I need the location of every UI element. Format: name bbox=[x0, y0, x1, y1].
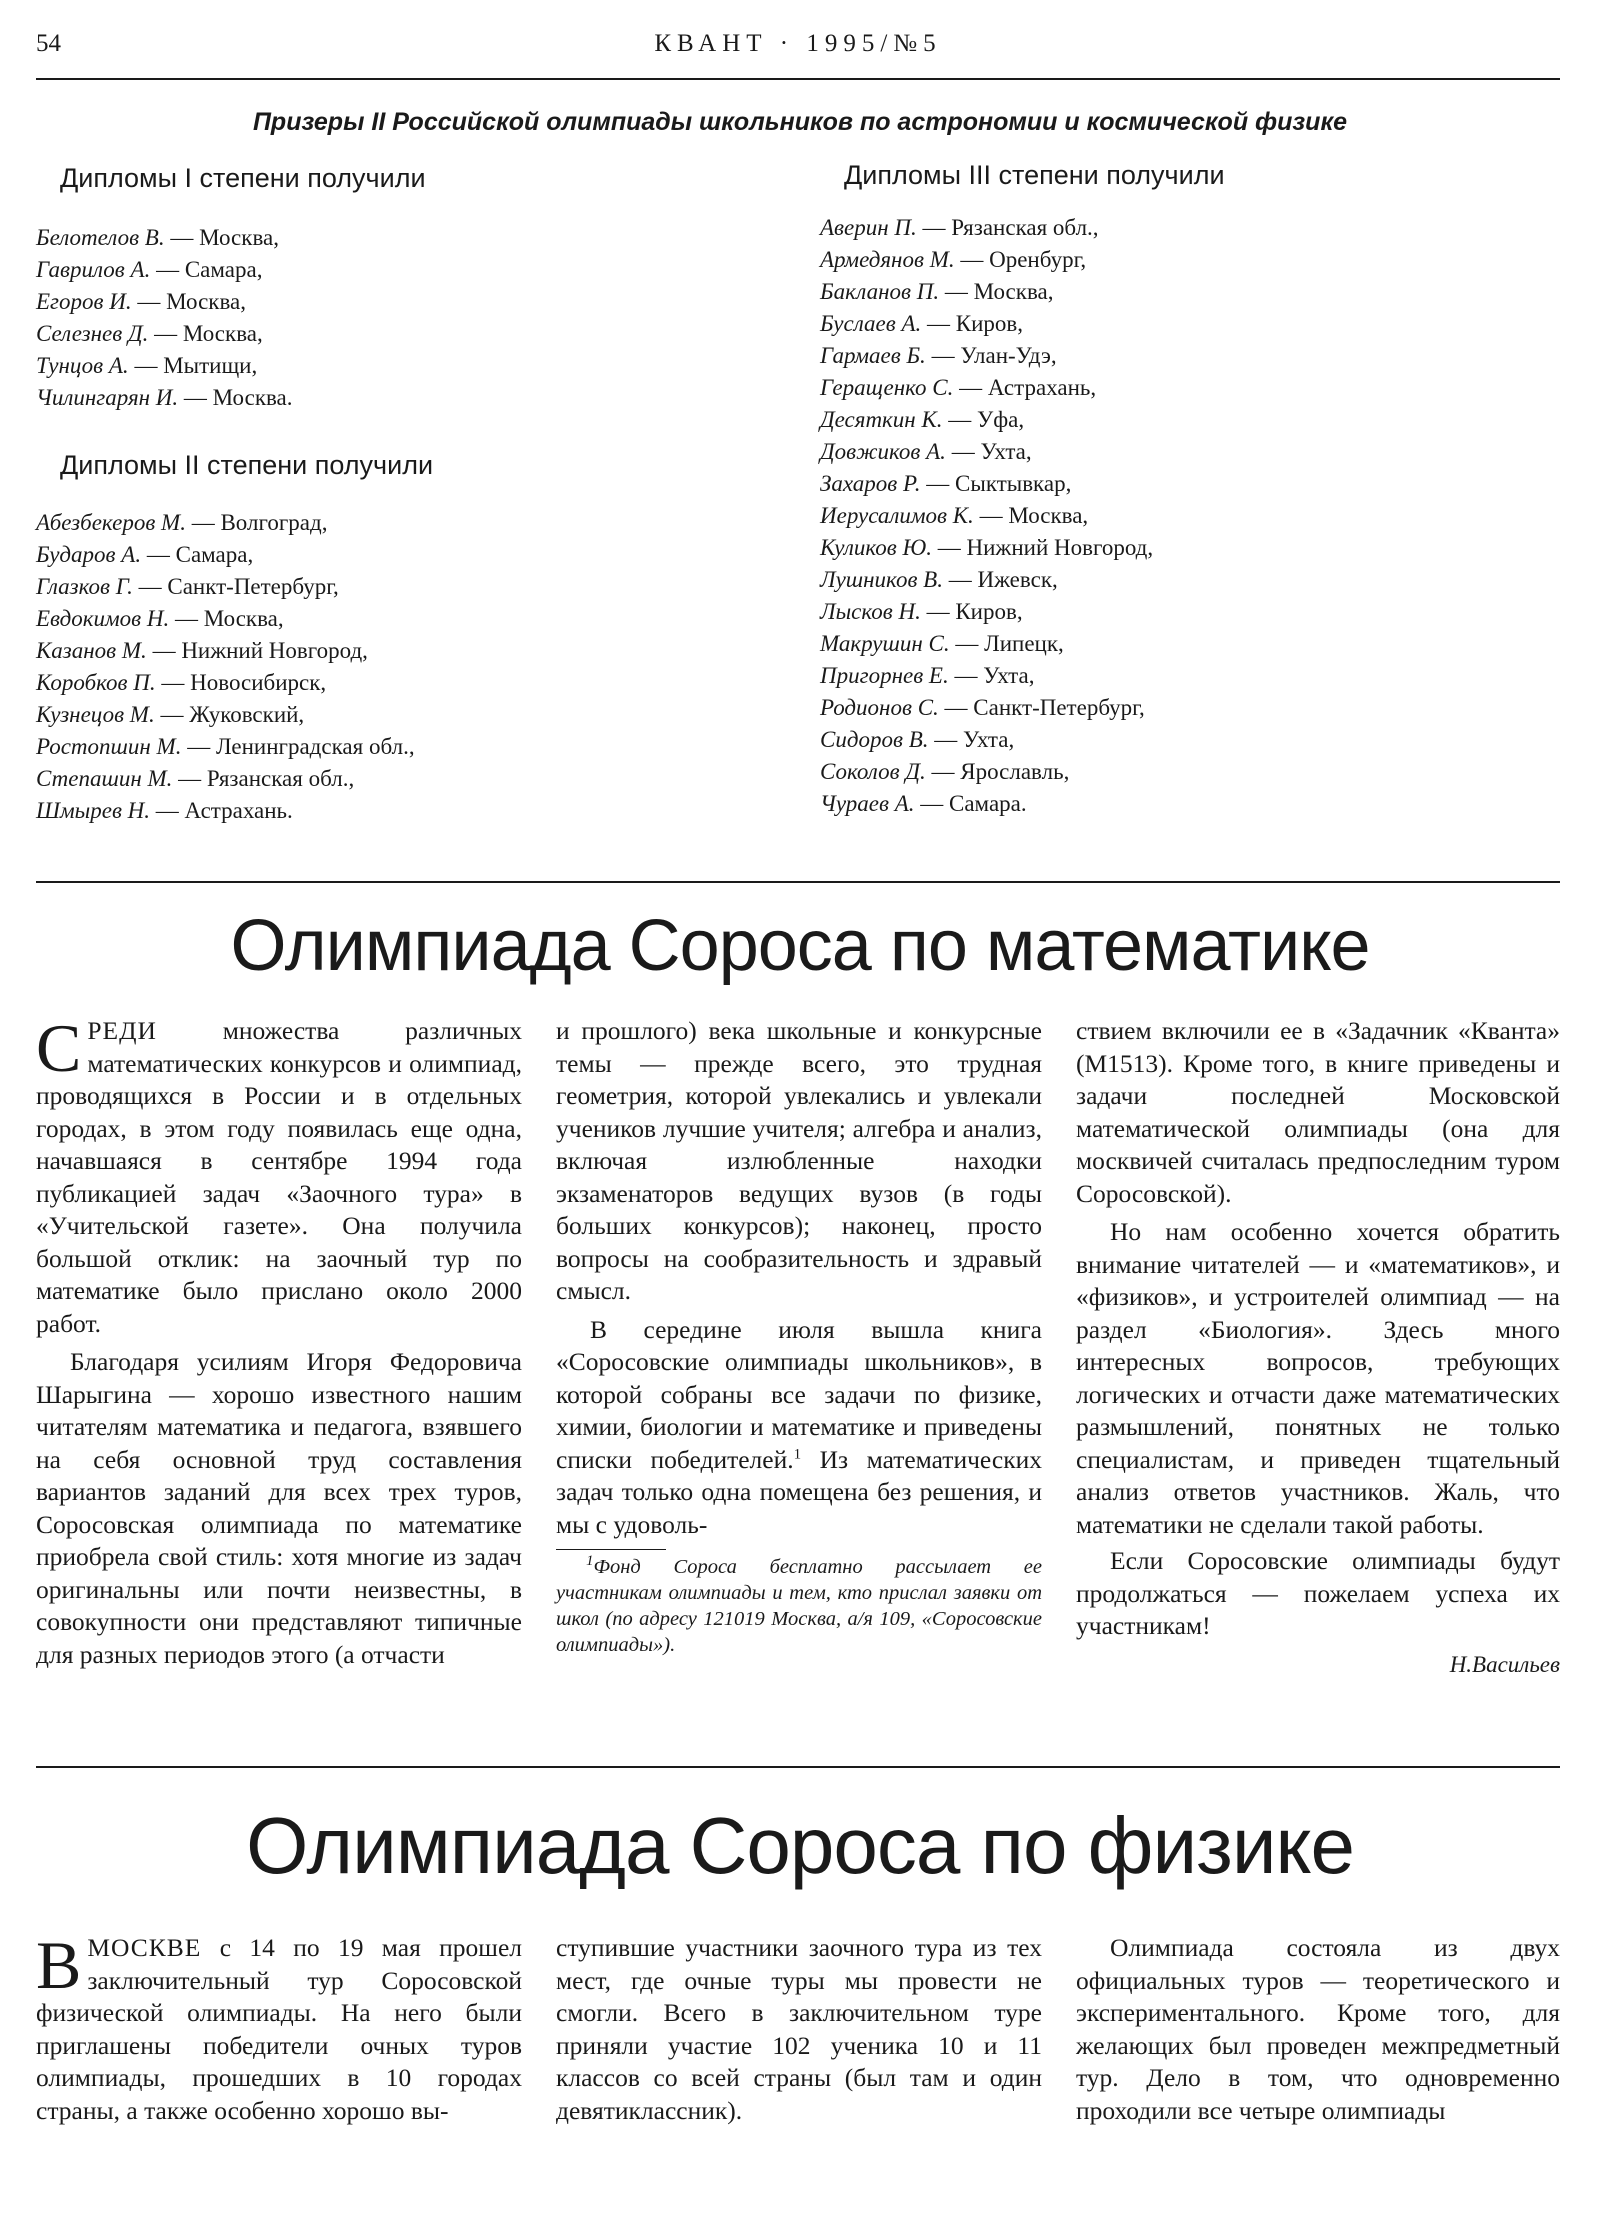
winner-entry bbox=[36, 318, 293, 350]
winner-name: Казанов М. bbox=[36, 638, 147, 663]
math-paragraph bbox=[556, 1314, 1042, 1542]
winner-name: Глазков Г. bbox=[36, 574, 133, 599]
winner-name: Кузнецов М. bbox=[36, 702, 155, 727]
physics-paragraph bbox=[36, 1927, 522, 2127]
winner-entry bbox=[820, 724, 1153, 756]
winner-name: Селезнев Д. bbox=[36, 321, 149, 346]
winner-place: — Ухта, bbox=[948, 663, 1035, 688]
paragraph-text: Из математических задач только одна помещена без решения, и мы с удоволь- bbox=[556, 1444, 1042, 1539]
winner-name: Гаврилов А. bbox=[36, 257, 151, 282]
running-title: КВАНТ · 1995/№5 bbox=[654, 30, 942, 57]
winner-name: Абезбекеров М. bbox=[36, 510, 186, 535]
diploma1-list bbox=[36, 222, 293, 414]
winner-name: Ростопшин М. bbox=[36, 734, 182, 759]
winner-place: — Москва, bbox=[131, 289, 246, 314]
winner-place: — Жуковский, bbox=[154, 702, 305, 727]
winner-entry bbox=[36, 286, 293, 318]
math-paragraph: Благодаря усилиям Игоря Федоровича Шарыгина — хорошо известного нашим читателям математика и педагога, взявшего на себя основной труд составления вариантов заданий для всех трех туров, Соросовская олимпиада по математике приобрела свой стиль: хотя многие из задач оригинальны или почти неизвестны, в совокупности они представляют типичные для разных периодов этого (а отчасти bbox=[36, 1347, 522, 1669]
winner-place: — Киров, bbox=[920, 599, 1023, 624]
paragraph-text: множества различных математических конкурсов и олимпиад, проводящихся в России и в отдельных городах, в этом году появилась еще одна, начавшаяся в сентябре 1994 года публикацией задач «Заочного тура» в «Учительской газете». Она получила большой отклик: на заочный тур по математике было прислано около 2000 работ. bbox=[36, 1016, 522, 1338]
winner-entry bbox=[820, 788, 1153, 820]
physics-paragraph: Олимпиада состояла из двух официальных туров — теоретического и экспериментального. Кроме того, для желающих был проведен межпредметный тур. Дело в том, что одновременно проходили все четыре олимпиады bbox=[1076, 1933, 1560, 2125]
winner-place: — Самара. bbox=[914, 791, 1027, 816]
winner-name: Лушников В. bbox=[820, 567, 943, 592]
winner-place: — Рязанская обл., bbox=[172, 766, 355, 791]
winner-place: — Волгоград, bbox=[185, 510, 328, 535]
winner-name: Довжиков А. bbox=[820, 439, 946, 464]
lead-caps: РЕДИ bbox=[87, 1016, 157, 1045]
winner-place: — Москва. bbox=[178, 385, 293, 410]
winner-entry bbox=[36, 222, 293, 254]
winner-entry bbox=[36, 603, 415, 635]
drop-cap: С bbox=[36, 1010, 82, 1086]
winner-place: — Москва, bbox=[164, 225, 279, 250]
section-rule-2 bbox=[36, 1766, 1560, 1768]
winner-place: — Москва, bbox=[169, 606, 284, 631]
winner-place: — Рязанская обл., bbox=[916, 215, 1099, 240]
drop-cap: В bbox=[36, 1927, 82, 2003]
physics-col-1 bbox=[36, 1927, 522, 2127]
winner-name: Чилингарян И. bbox=[36, 385, 179, 410]
winner-name: Армедянов М. bbox=[820, 247, 955, 272]
winner-entry bbox=[36, 382, 293, 414]
math-paragraph: Если Соросовские олимпиады будут продолжаться — пожелаем успеха их участникам! bbox=[1076, 1546, 1560, 1640]
math-article-title: Олимпиада Сороса по математике bbox=[230, 906, 1370, 986]
winner-place: — Киров, bbox=[921, 311, 1024, 336]
winner-place: — Самара, bbox=[141, 542, 254, 567]
winner-name: Чураев А. bbox=[820, 791, 915, 816]
physics-article-title: Олимпиада Сороса по физике bbox=[246, 1801, 1354, 1890]
winner-entry bbox=[36, 571, 415, 603]
winner-entry bbox=[820, 212, 1153, 244]
math-col-2 bbox=[556, 1015, 1042, 1658]
header-rule bbox=[36, 78, 1560, 80]
winner-place: — Ленинградская обл., bbox=[181, 734, 415, 759]
winner-name: Коробков П. bbox=[36, 670, 156, 695]
winner-entry bbox=[36, 699, 415, 731]
winner-name: Десяткин К. bbox=[820, 407, 943, 432]
winner-name: Тунцов А. bbox=[36, 353, 129, 378]
winner-entry bbox=[820, 628, 1153, 660]
winner-place: — Улан-Удэ, bbox=[925, 343, 1057, 368]
winner-name: Лысков Н. bbox=[820, 599, 921, 624]
winner-entry bbox=[36, 731, 415, 763]
winner-name: Егоров И. bbox=[36, 289, 132, 314]
winner-entry bbox=[820, 276, 1153, 308]
winner-entry bbox=[36, 635, 415, 667]
winner-place: — Астрахань, bbox=[953, 375, 1097, 400]
signature: Н.Васильев bbox=[1449, 1651, 1560, 1677]
winner-entry bbox=[820, 468, 1153, 500]
footnote-mark: 1 bbox=[586, 1553, 594, 1570]
math-paragraph bbox=[36, 1010, 522, 1340]
winner-entry bbox=[820, 532, 1153, 564]
winner-place: — Нижний Новгород, bbox=[932, 535, 1154, 560]
winner-entry bbox=[820, 756, 1153, 788]
winner-entry bbox=[820, 596, 1153, 628]
winner-place: — Санкт-Петербург, bbox=[938, 695, 1145, 720]
winner-name: Захаров Р. bbox=[820, 471, 921, 496]
winner-entry bbox=[36, 254, 293, 286]
paragraph-text: В середине июля вышла книга «Соросовские олимпиады школьников», в которой собраны все задачи по физике, химии, биологии и математике и приведены списки победителей. bbox=[556, 1314, 1042, 1474]
page-header bbox=[36, 30, 1560, 74]
winner-name: Бударов А. bbox=[36, 542, 142, 567]
winner-place: — Мытищи, bbox=[128, 353, 258, 378]
diploma3-heading: Дипломы III степени получили bbox=[844, 160, 1225, 190]
winner-entry bbox=[820, 340, 1153, 372]
page-number: 54 bbox=[36, 30, 61, 57]
winner-place: — Ухта, bbox=[928, 727, 1015, 752]
winner-entry bbox=[820, 372, 1153, 404]
winner-name: Шмырев Н. bbox=[36, 798, 151, 823]
math-paragraph: ствием включили ее в «Задачник «Кванта» (М1513). Кроме того, в книге приведены и задачи последней Московской математической олимпиады (она для москвичей считалась предпоследним туром Соросовской). bbox=[1076, 1016, 1560, 1208]
winner-entry bbox=[820, 308, 1153, 340]
winner-place: — Ижевск, bbox=[942, 567, 1058, 592]
winner-place: — Самара, bbox=[150, 257, 263, 282]
winner-place: — Астрахань. bbox=[150, 798, 293, 823]
diploma2-heading: Дипломы II степени получили bbox=[60, 450, 434, 480]
footnote-ref: 1 bbox=[793, 1446, 802, 1462]
diploma2-list bbox=[36, 507, 415, 827]
math-paragraph: Но нам особенно хочется обратить внимание читателей — и «математиков», и «физиков», и устроителей олимпиад — на раздел «Биология». Здесь много интересных вопросов, требующих логических и отчасти даже математических размышлений, понятных не только специалистам, и приведен тщательный анализ ответов участников. Жаль, что математики не сделали такой работы. bbox=[1076, 1217, 1560, 1539]
winner-entry bbox=[820, 692, 1153, 724]
physics-col-2 bbox=[556, 1932, 1042, 2127]
winners-title: Призеры II Российской олимпиады школьников по астрономии и космической физике bbox=[252, 108, 1348, 136]
winner-entry bbox=[36, 507, 415, 539]
footnote-rule bbox=[556, 1549, 666, 1550]
winner-name: Родионов С. bbox=[820, 695, 939, 720]
winner-place: — Ухта, bbox=[945, 439, 1032, 464]
winner-entry bbox=[820, 244, 1153, 276]
winner-name: Соколов Д. bbox=[820, 759, 926, 784]
winner-name: Сидоров В. bbox=[820, 727, 929, 752]
winner-place: — Липецк, bbox=[949, 631, 1064, 656]
winner-place: — Москва, bbox=[939, 279, 1054, 304]
winner-place: — Москва, bbox=[973, 503, 1089, 528]
winner-name: Евдокимов Н. bbox=[36, 606, 170, 631]
winner-place: — Нижний Новгород, bbox=[146, 638, 368, 663]
winner-name: Геращенко С. bbox=[820, 375, 954, 400]
paragraph-text: с 14 по 19 мая прошел заключительный тур Соросовской физической олимпиады. На него были приглашены победители очных туров олимпиады, прошедших в 10 городах страны, а также особенно хорошо вы- bbox=[36, 1933, 522, 2125]
lead-caps: МОСКВЕ bbox=[87, 1933, 202, 1962]
winner-entry bbox=[820, 404, 1153, 436]
math-col-1 bbox=[36, 1010, 522, 1671]
winner-entry bbox=[820, 660, 1153, 692]
winner-entry bbox=[36, 795, 415, 827]
winner-place: — Сыктывкар, bbox=[920, 471, 1072, 496]
winner-name: Буслаев А. bbox=[820, 311, 922, 336]
winner-place: — Москва, bbox=[148, 321, 263, 346]
winner-entry bbox=[36, 539, 415, 571]
winner-name: Макрушин С. bbox=[820, 631, 950, 656]
winner-entry bbox=[820, 564, 1153, 596]
winner-place: — Уфа, bbox=[942, 407, 1025, 432]
footnote bbox=[556, 1554, 1042, 1658]
winner-entry bbox=[36, 350, 293, 382]
math-paragraph: и прошлого) века школьные и конкурсные темы — прежде всего, это трудная геометрия, которой увлекались и увлекали учеников лучшие учителя; алгебра и анализ, включая излюбленные находки экзаменаторов ведущих вузов (в годы больших конкурсов); наконец, просто вопросы на сообразительность и здравый смысл. bbox=[556, 1016, 1042, 1305]
winner-place: — Санкт-Петербург, bbox=[132, 574, 339, 599]
winner-entry bbox=[820, 436, 1153, 468]
winner-name: Гармаев Б. bbox=[820, 343, 926, 368]
winner-place: — Новосибирск, bbox=[155, 670, 327, 695]
winner-name: Бакланов П. bbox=[820, 279, 940, 304]
section-rule-1 bbox=[36, 881, 1560, 883]
diploma1-heading: Дипломы I степени получили bbox=[60, 163, 426, 193]
diploma3-list bbox=[820, 212, 1153, 820]
winner-entry bbox=[36, 763, 415, 795]
winner-name: Куликов Ю. bbox=[820, 535, 933, 560]
footnote-text: Фонд Сороса бесплатно рассылает ее участникам олимпиады и тем, кто прислал заявки от школ (по адресу 121019 Москва, а/я 109, «Соросовские олимпиады»). bbox=[556, 1556, 1042, 1656]
math-col-3 bbox=[1076, 1015, 1560, 1681]
winner-name: Степашин М. bbox=[36, 766, 173, 791]
winner-name: Пригорнев Е. bbox=[820, 663, 949, 688]
winner-name: Белотелов В. bbox=[36, 225, 165, 250]
winner-place: — Ярославль, bbox=[925, 759, 1070, 784]
winner-name: Иерусалимов К. bbox=[820, 503, 974, 528]
winner-entry bbox=[36, 667, 415, 699]
winner-place: — Оренбург, bbox=[954, 247, 1087, 272]
physics-col-3 bbox=[1076, 1932, 1560, 2127]
winner-name: Аверин П. bbox=[820, 215, 917, 240]
physics-paragraph: ступившие участники заочного тура из тех мест, где очные туры мы провести не смогли. Всего в заключительном туре приняли участие 102 ученика 10 и 11 классов со всей страны (был там и один девятиклассник). bbox=[556, 1933, 1042, 2125]
winner-entry bbox=[820, 500, 1153, 532]
